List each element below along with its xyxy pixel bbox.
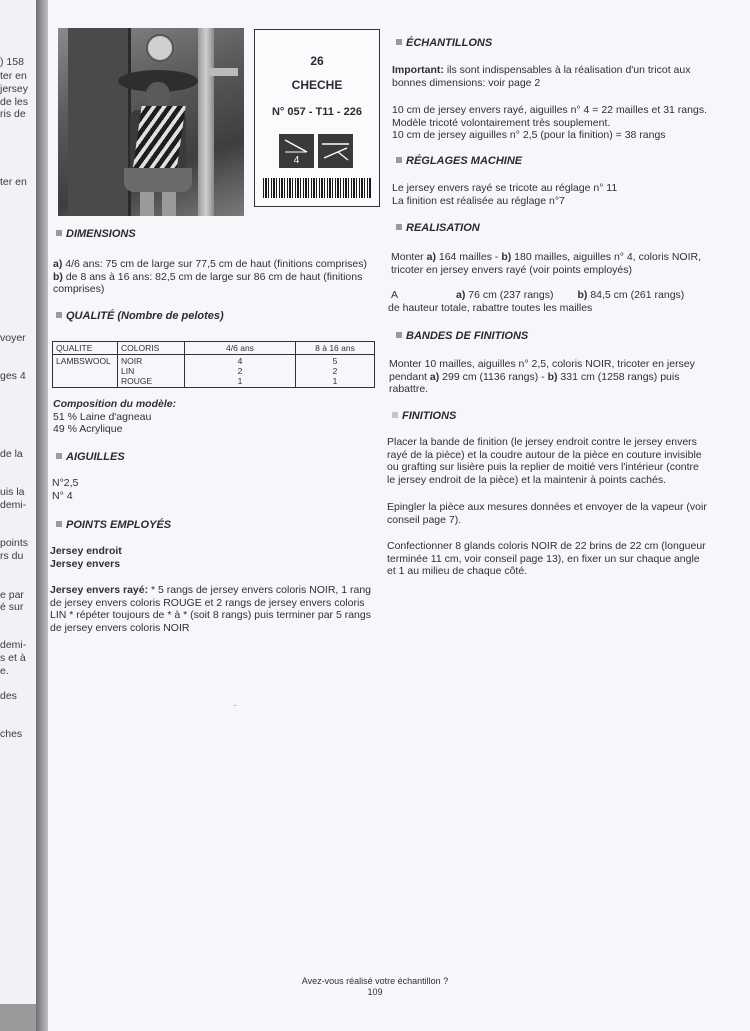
composition: Composition du modèle: 51 % Laine d'agneau 49 % Acrylique	[53, 398, 177, 435]
left-fragment: ches	[0, 728, 23, 740]
pattern-card	[254, 29, 380, 207]
pattern-reference: N° 057 - T11 - 226	[271, 106, 362, 118]
finitions-p1: Placer la bande de finition (le jersey endroit contre le jersey envers rayé de la pièce) et la coudre autour de la pièce en couture invisible ou grafting sur lisière puis la replier de moitié vers l'intérieur (contre le jersey endroit de la pièce) et la maintenir à points cachés.	[387, 436, 702, 486]
barcode	[263, 178, 371, 198]
left-fragment: de la	[0, 448, 23, 460]
bandes-title: BANDES DE FINITIONS	[396, 330, 528, 342]
left-fragment: points	[0, 537, 29, 549]
echantillons-text: 10 cm de jersey envers rayé, aiguilles n° 4 = 22 mailles et 31 rangs. Modèle tricoté volontairement très souplement. 10 cm de jersey aiguilles n° 2,5 (pour la finition) = 38 rangs	[392, 104, 707, 141]
points-list: Jersey endroit Jersey envers	[50, 545, 122, 570]
left-fragment: voyer	[0, 332, 26, 344]
dimensions-title: DIMENSIONS	[56, 228, 136, 240]
needle-size-label: 4	[293, 155, 300, 166]
dimensions-text: a) 4/6 ans: 75 cm de large sur 77,5 cm de haut (finitions comprises) b) de 8 ans à 16 ans: 82,5 cm de large sur 86 cm de haut (finitions comprises)	[53, 258, 367, 295]
reglages-title: RÉGLAGES MACHINE	[396, 155, 522, 167]
machine-icon	[318, 134, 353, 168]
page-number: 109	[367, 987, 383, 997]
left-fragment: e par	[0, 589, 24, 601]
finitions-title: FINITIONS	[392, 410, 456, 422]
realisation-p1: Monter a) 164 mailles - b) 180 mailles, aiguilles n° 4, coloris NOIR, tricoter en jersey envers rayé (voir points employés)	[391, 251, 702, 276]
realisation-title: REALISATION	[396, 222, 480, 234]
quality-table: QUALITE COLORIS 4/6 ans 8 à 16 ans LAMBSWOOL NOIR LIN ROUGE 4 2 1 5 2 1	[52, 341, 375, 388]
left-fragment: é sur	[0, 601, 24, 613]
model-photo	[58, 28, 244, 216]
left-fragment: rs du	[0, 550, 24, 562]
jersey-raye-text: Jersey envers rayé: * 5 rangs de jersey envers coloris NOIR, 1 rang de jersey envers coloris ROUGE et 2 rangs de jersey envers coloris LIN * répéter toujours de * à * (soit 8 rangs) puis terminer par 5 rangs de jersey envers coloris NOIR	[50, 584, 372, 634]
bandes-text: Monter 10 mailles, aiguilles n° 2,5, coloris NOIR, tricoter en jersey pendant a) 299 cm (1136 rangs) - b) 331 cm (1258 rangs) puis rabattre.	[389, 358, 695, 395]
left-fragment: ter en	[0, 70, 27, 82]
left-fragment: de les	[0, 96, 29, 108]
realisation-p2: A a) 76 cm (237 rangs) b) 84,5 cm (261 rangs) de hauteur totale, rabattre toutes les mailles	[388, 289, 685, 314]
left-page-edge	[0, 0, 36, 1004]
qualite-title: QUALITÉ (Nombre de pelotes)	[56, 310, 224, 322]
pattern-number: 26	[310, 54, 324, 68]
left-fragment: ) 158	[0, 56, 24, 68]
footer-question: Avez-vous réalisé votre échantillon ?	[301, 976, 449, 986]
left-fragment: demi-	[0, 639, 27, 651]
left-fragment: des	[0, 690, 17, 702]
aiguilles-title: AIGUILLES	[56, 451, 125, 463]
echantillons-important: Important: ils sont indispensables à la réalisation d'un tricot aux bonnes dimensions: voir page 2	[392, 64, 691, 89]
points-title: POINTS EMPLOYÉS	[56, 519, 171, 531]
left-fragment: s et à	[0, 652, 26, 664]
aiguilles-list: N°2,5 N° 4	[52, 477, 79, 502]
pattern-name: CHECHE	[291, 78, 343, 92]
technique-icons	[279, 134, 355, 168]
left-fragment: ris de	[0, 108, 26, 120]
left-fragment: e.	[0, 665, 9, 677]
finitions-p3: Confectionner 8 glands coloris NOIR de 22 brins de 22 cm (longueur terminée 11 cm, voir conseil page 13), en fixer un sur chaque angle et 1 au milieu de chaque côté.	[387, 540, 706, 577]
left-fragment: jersey	[0, 83, 29, 95]
reglages-text: Le jersey envers rayé se tricote au réglage n° 11 La finition est réalisée au réglage n°7	[392, 182, 618, 207]
finitions-p2: Epingler la pièce aux mesures données et envoyer de la vapeur (voir conseil page 7).	[387, 501, 707, 526]
left-fragment: uis la	[0, 486, 25, 498]
left-fragment: demi-	[0, 499, 27, 511]
echantillons-title: ÉCHANTILLONS	[396, 37, 492, 49]
needle-icon	[279, 134, 314, 168]
left-fragment: ges 4	[0, 370, 26, 382]
left-fragment: ter en	[0, 176, 27, 188]
